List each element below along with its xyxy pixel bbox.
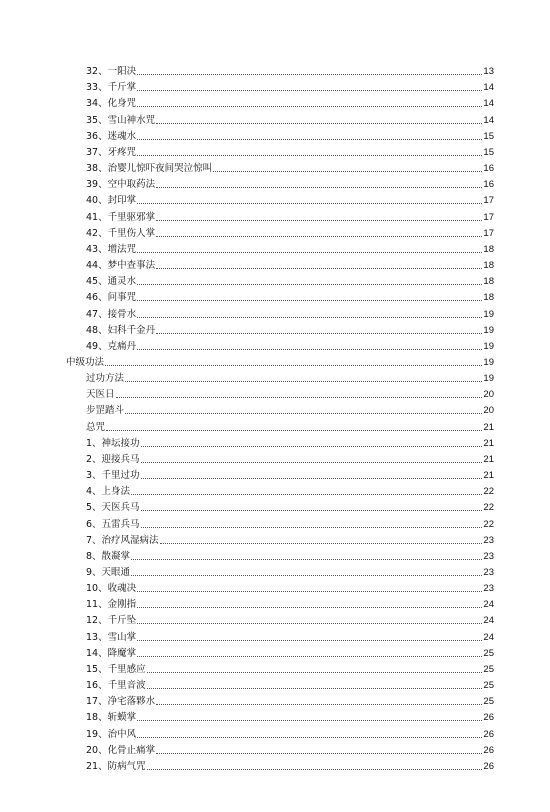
toc-entry[interactable] [0, 336, 550, 352]
toc-page-number: 26 [483, 760, 494, 772]
toc-entry-label: 步罡踏斗 [86, 405, 125, 417]
dot-leader [105, 364, 482, 366]
toc-page-number: 22 [483, 486, 494, 498]
toc-page-number: 16 [483, 179, 494, 191]
toc-entry-label: 3、千里过功 [86, 470, 140, 482]
toc-entry[interactable] [0, 142, 550, 158]
toc-entry-label: 32、一阳决 [86, 66, 137, 78]
toc-entry-label: 21、防病气咒 [86, 760, 146, 772]
toc-entry-label: 天医日 [86, 389, 115, 401]
table-of-contents [0, 61, 550, 772]
dot-leader [137, 719, 482, 721]
dot-leader [137, 316, 482, 318]
toc-entry[interactable] [0, 158, 550, 174]
toc-page-number: 13 [483, 66, 494, 78]
toc-entry[interactable] [0, 126, 550, 142]
dot-leader [137, 73, 482, 75]
dot-leader [137, 606, 482, 608]
toc-entry-label: 19、治中风 [86, 728, 137, 740]
toc-entry-label: 34、化身咒 [86, 98, 137, 110]
dot-leader [137, 105, 482, 107]
toc-page-number: 14 [483, 98, 494, 110]
dot-leader [125, 380, 482, 382]
toc-entry-label: 过功方法 [86, 373, 125, 385]
toc-entry-label: 42、千里伤人掌 [86, 227, 156, 239]
dot-leader [131, 558, 482, 560]
toc-page-number: 24 [483, 615, 494, 627]
toc-entry[interactable] [0, 691, 550, 707]
dot-leader [137, 154, 482, 156]
dot-leader [137, 639, 482, 641]
toc-entry-label: 1、神坛接功 [86, 437, 140, 449]
dot-leader [156, 122, 482, 124]
toc-page-number: 17 [483, 211, 494, 223]
dot-leader [137, 736, 482, 738]
toc-entry[interactable] [0, 497, 550, 513]
toc-page-number: 17 [483, 227, 494, 239]
dot-leader [137, 138, 482, 140]
toc-page-number: 16 [483, 163, 494, 175]
toc-entry-label: 35、雪山神水咒 [86, 114, 156, 126]
toc-page-number: 18 [483, 260, 494, 272]
toc-entry[interactable] [0, 756, 550, 772]
dot-leader [137, 348, 482, 350]
toc-page-number: 25 [483, 663, 494, 675]
toc-entry-label: 18、斩蟆掌 [86, 712, 137, 724]
toc-entry[interactable] [0, 530, 550, 546]
toc-entry[interactable] [0, 562, 550, 578]
toc-entry-label: 39、空中取药法 [86, 179, 156, 191]
toc-entry[interactable] [0, 384, 550, 400]
dot-leader [116, 396, 482, 398]
dot-leader [156, 235, 482, 237]
toc-page-number: 18 [483, 292, 494, 304]
dot-leader [137, 283, 482, 285]
toc-entry-label: 20、化骨止痛掌 [86, 744, 156, 756]
toc-entry-label: 33、千斤掌 [86, 82, 137, 94]
dot-leader [141, 477, 482, 479]
toc-page-number: 14 [483, 82, 494, 94]
toc-page-number: 19 [483, 340, 494, 352]
toc-page-number: 19 [483, 373, 494, 385]
toc-page-number: 23 [483, 534, 494, 546]
toc-entry[interactable] [0, 61, 550, 77]
toc-entry-label: 16、千里音波 [86, 680, 146, 692]
toc-entry[interactable] [0, 93, 550, 109]
toc-entry[interactable] [0, 610, 550, 626]
toc-entry[interactable] [0, 190, 550, 206]
toc-page-number: 18 [483, 243, 494, 255]
toc-entry[interactable] [0, 271, 550, 287]
toc-entry-label: 37、牙疼咒 [86, 146, 137, 158]
toc-page-number: 14 [483, 114, 494, 126]
toc-page-number: 17 [483, 195, 494, 207]
toc-entry[interactable] [0, 546, 550, 562]
toc-entry-label: 8、散凝掌 [86, 550, 131, 562]
dot-leader [141, 509, 482, 511]
toc-entry-label: 43、增法咒 [86, 243, 137, 255]
toc-entry-label: 7、治疗风湿病法 [86, 534, 159, 546]
toc-entry[interactable] [0, 513, 550, 529]
toc-entry[interactable] [0, 303, 550, 319]
toc-entry[interactable] [0, 416, 550, 432]
toc-entry[interactable] [0, 723, 550, 739]
dot-leader [106, 429, 482, 431]
toc-entry-label: 49、克痛丹 [86, 340, 137, 352]
toc-page-number: 23 [483, 567, 494, 578]
dot-leader [131, 574, 482, 576]
toc-page-number: 19 [483, 308, 494, 320]
toc-page-number: 26 [483, 744, 494, 756]
toc-entry-label: 14、降魔掌 [86, 647, 137, 659]
toc-entry-label: 15、千里感应 [86, 663, 146, 675]
toc-entry[interactable] [0, 255, 550, 271]
dot-leader [137, 590, 482, 592]
toc-entry-label: 10、收魂决 [86, 583, 137, 595]
dot-leader [147, 687, 482, 689]
toc-entry[interactable] [0, 481, 550, 497]
toc-entry[interactable] [0, 578, 550, 594]
toc-entry-label: 40、封印掌 [86, 195, 137, 207]
toc-page-number: 24 [483, 599, 494, 611]
toc-page-number: 19 [483, 356, 494, 368]
dot-leader [156, 332, 482, 334]
toc-page-number: 19 [483, 324, 494, 336]
dot-leader [131, 493, 482, 495]
toc-entry-label: 总咒 [86, 421, 106, 433]
toc-page-number: 18 [483, 276, 494, 288]
toc-entry[interactable] [0, 77, 550, 93]
dot-leader [141, 445, 482, 447]
dot-leader [156, 752, 482, 754]
toc-entry-label: 4、上身法 [86, 486, 131, 498]
dot-leader [147, 768, 482, 770]
dot-leader [137, 622, 482, 624]
toc-entry-label: 13、雪山掌 [86, 631, 137, 643]
toc-entry-label: 47、接骨水 [86, 308, 137, 320]
toc-entry[interactable] [0, 465, 550, 481]
dot-leader [147, 671, 482, 673]
toc-section-heading[interactable] [0, 352, 550, 368]
toc-entry[interactable] [0, 174, 550, 190]
toc-entry[interactable] [0, 449, 550, 465]
dot-leader [137, 299, 482, 301]
toc-entry-label: 38、治婴儿惊吓夜间哭泣惊叫 [86, 163, 213, 175]
toc-entry[interactable] [0, 643, 550, 659]
toc-entry[interactable] [0, 433, 550, 449]
toc-entry[interactable] [0, 707, 550, 723]
toc-entry-label: 48、妇科千金丹 [86, 324, 156, 336]
toc-entry-label: 9、天眼通 [86, 567, 131, 578]
dot-leader [141, 526, 482, 528]
toc-entry-label: 17、净宅落夥水 [86, 696, 156, 708]
toc-entry[interactable] [0, 287, 550, 303]
toc-entry-label: 中级功法 [66, 356, 105, 368]
toc-entry-label: 12、千斤坠 [86, 615, 137, 627]
toc-entry[interactable] [0, 740, 550, 756]
toc-page-number: 20 [483, 405, 494, 417]
toc-entry-label: 44、梦中查事法 [86, 260, 156, 272]
dot-leader [156, 703, 482, 705]
toc-page-number: 15 [483, 146, 494, 158]
toc-entry[interactable] [0, 594, 550, 610]
toc-page-number: 15 [483, 130, 494, 142]
dot-leader [137, 655, 482, 657]
dot-leader [160, 542, 482, 544]
dot-leader [137, 202, 482, 204]
toc-entry[interactable] [0, 206, 550, 222]
toc-entry-label: 46、问事咒 [86, 292, 137, 304]
dot-leader [156, 267, 482, 269]
toc-entry[interactable] [0, 109, 550, 125]
toc-entry[interactable] [0, 320, 550, 336]
toc-page-number: 22 [483, 502, 494, 514]
toc-page-number: 23 [483, 550, 494, 562]
toc-page-number: 25 [483, 647, 494, 659]
toc-page-number: 25 [483, 696, 494, 708]
toc-entry-label: 6、五雷兵马 [86, 518, 140, 530]
toc-page-number: 23 [483, 583, 494, 595]
toc-entry[interactable] [0, 223, 550, 239]
toc-page-number: 20 [483, 389, 494, 401]
dot-leader [137, 251, 482, 253]
dot-leader [125, 412, 482, 414]
dot-leader [141, 461, 482, 463]
toc-page-number: 26 [483, 728, 494, 740]
toc-entry[interactable] [0, 626, 550, 642]
toc-page-number: 24 [483, 631, 494, 643]
toc-entry[interactable] [0, 675, 550, 691]
toc-entry[interactable] [0, 368, 550, 384]
toc-entry-label: 5、天医兵马 [86, 502, 140, 514]
toc-page-number: 21 [483, 453, 494, 465]
toc-entry-label: 45、通灵水 [86, 276, 137, 288]
dot-leader [213, 170, 482, 172]
toc-page-number: 21 [483, 470, 494, 482]
dot-leader [137, 89, 482, 91]
toc-page-number: 25 [483, 680, 494, 692]
toc-page-number: 22 [483, 518, 494, 530]
toc-entry-label: 41、千里驱邪掌 [86, 211, 156, 223]
toc-entry[interactable] [0, 659, 550, 675]
toc-entry-label: 11、金刚指 [86, 599, 137, 611]
toc-page-number: 26 [483, 712, 494, 724]
toc-page-number: 21 [483, 421, 494, 433]
dot-leader [156, 219, 482, 221]
dot-leader [156, 186, 482, 188]
toc-entry-label: 2、迎接兵马 [86, 453, 140, 465]
toc-page-number: 21 [483, 437, 494, 449]
toc-entry[interactable] [0, 400, 550, 416]
toc-entry-label: 36、迷魂水 [86, 130, 137, 142]
toc-entry[interactable] [0, 239, 550, 255]
